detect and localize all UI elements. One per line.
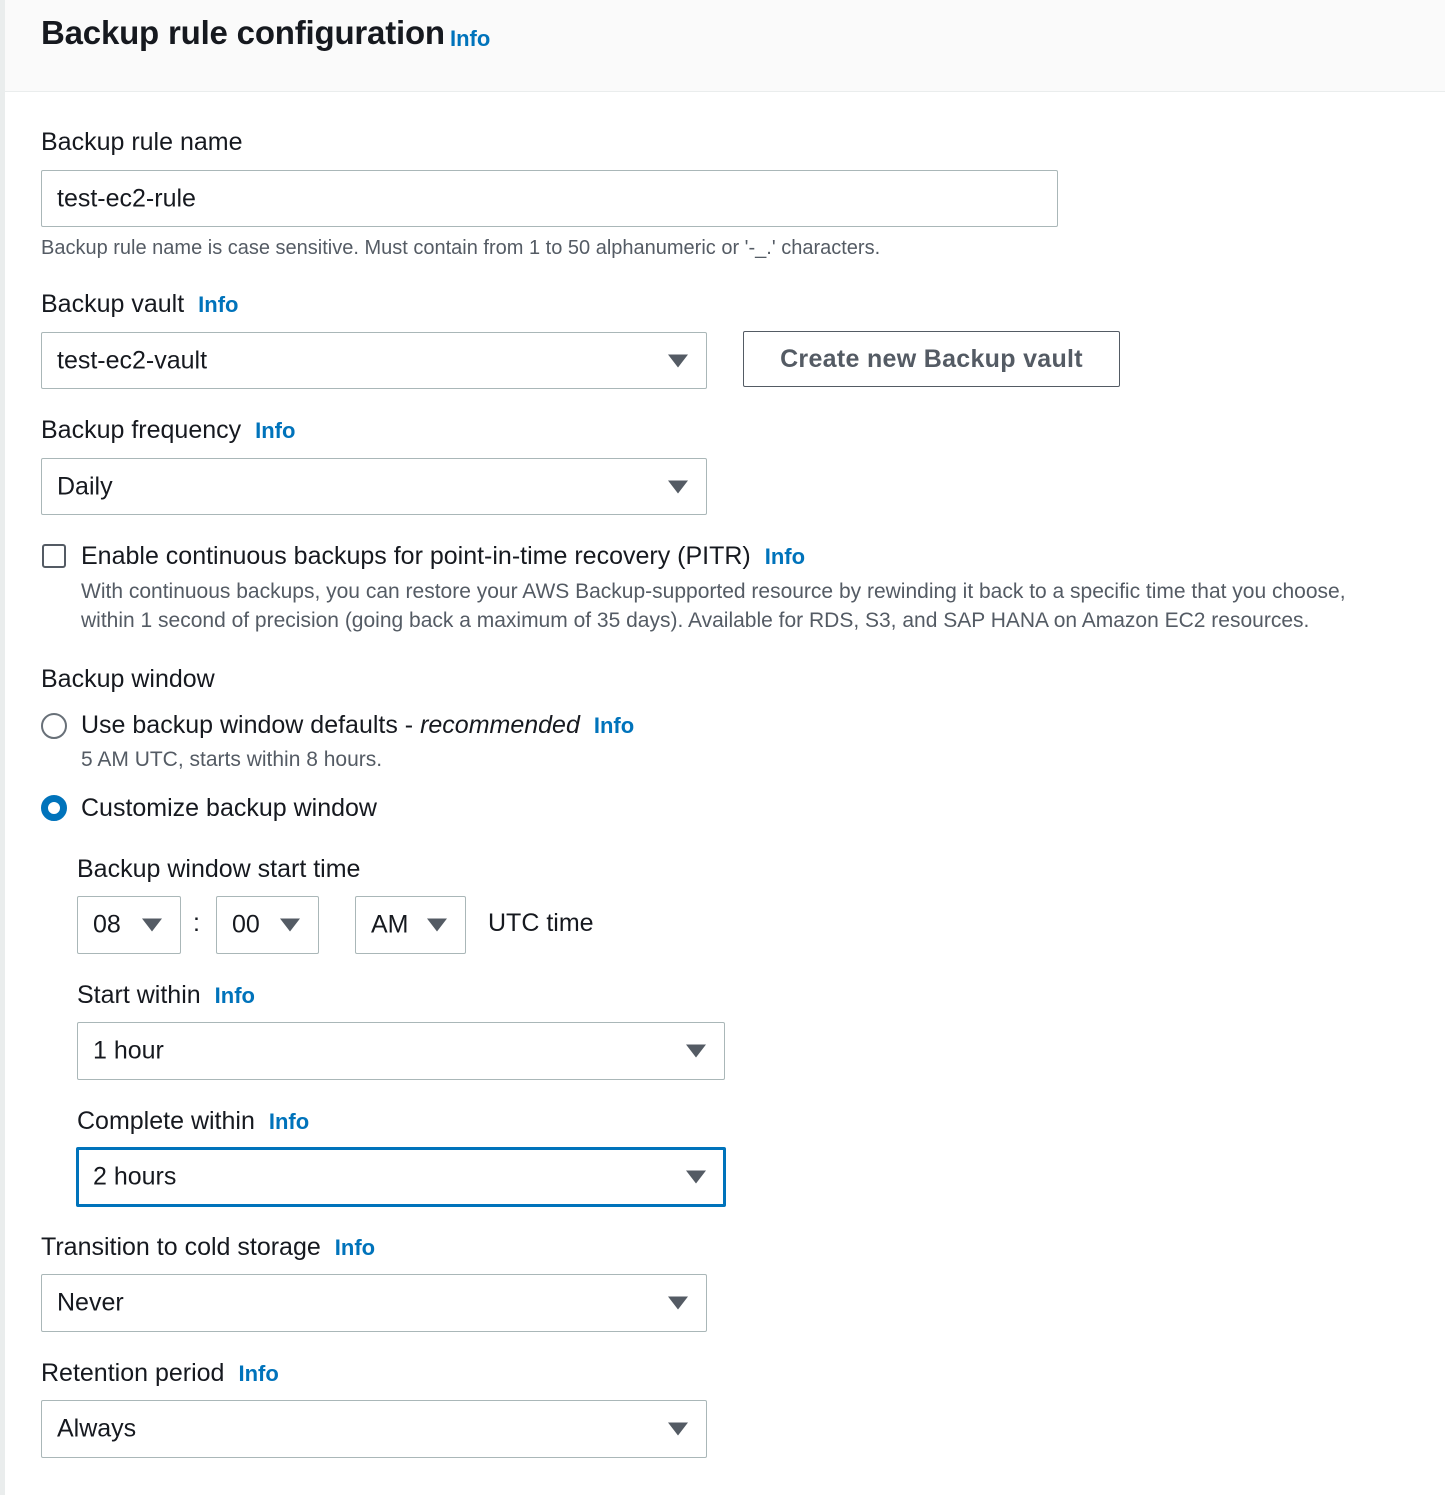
utc-time-label: UTC time	[488, 909, 594, 937]
start-within-value: 1 hour	[93, 1036, 164, 1065]
pitr-label[interactable]	[81, 542, 805, 571]
vault-info-link[interactable]: Info	[198, 292, 239, 317]
complete-within-select[interactable]	[76, 1147, 726, 1207]
frequency-select-value: Daily	[57, 472, 113, 500]
start-within-label-text: Start within	[77, 981, 201, 1009]
panel-left-border	[0, 0, 5, 1495]
header-info-link[interactable]: Info	[450, 26, 491, 51]
retention-value: Always	[57, 1414, 137, 1443]
start-within-label	[77, 981, 255, 1010]
ampm-select[interactable]	[355, 896, 466, 954]
panel-header	[5, 0, 1445, 92]
retention-label	[41, 1359, 279, 1388]
page-title: Backup rule configuration	[41, 14, 445, 51]
pitr-description-line: within 1 second of precision (going back a maximum of 35 days). Available for RDS, S3, and SAP HANA on Amazon EC2 resources.	[81, 609, 1310, 632]
vault-label	[41, 290, 238, 319]
pitr-info-link[interactable]: Info	[764, 544, 806, 569]
retention-select[interactable]	[41, 1400, 707, 1458]
minute-value: 00	[232, 910, 260, 939]
complete-within-label-text: Complete within	[77, 1107, 255, 1135]
caret-down-icon	[280, 919, 300, 932]
cold-storage-label	[41, 1233, 375, 1262]
frequency-select[interactable]	[41, 458, 707, 515]
pitr-label-text: Enable continuous backups for point-in-time recovery (PITR)	[81, 542, 751, 570]
rule-name-hint: Backup rule name is case sensitive. Must contain from 1 to 50 alphanumeric or '-_.' characters.	[41, 237, 881, 259]
rule-name-input[interactable]	[41, 170, 1058, 227]
pitr-description-line: With continuous backups, you can restore your AWS Backup-supported resource by rewinding it back to a specific time that you choose,	[81, 580, 1346, 603]
create-vault-button[interactable]: Create new Backup vault	[743, 331, 1120, 387]
time-separator: :	[193, 909, 200, 937]
custom-window-label[interactable]: Customize backup window	[81, 794, 377, 822]
default-window-radio[interactable]	[41, 713, 67, 739]
retention-label-text: Retention period	[41, 1359, 225, 1387]
cold-storage-label-text: Transition to cold storage	[41, 1233, 321, 1261]
vault-select[interactable]	[41, 332, 707, 389]
cold-storage-select[interactable]	[41, 1274, 707, 1332]
caret-down-icon	[427, 919, 447, 932]
ampm-value: AM	[371, 910, 409, 939]
rule-name-label-text: Backup rule name	[41, 128, 243, 156]
caret-down-icon	[668, 480, 688, 493]
complete-within-value: 2 hours	[93, 1162, 177, 1191]
cold-storage-info-link[interactable]: Info	[334, 1235, 376, 1260]
hour-select[interactable]	[77, 896, 181, 954]
default-window-detail: 5 AM UTC, starts within 8 hours.	[81, 748, 383, 771]
hour-value: 08	[93, 910, 121, 939]
caret-down-icon	[668, 1423, 688, 1436]
caret-down-icon	[686, 1171, 706, 1184]
vault-label-text: Backup vault	[41, 290, 185, 318]
rule-name-label	[41, 128, 243, 157]
rule-name-value: test-ec2-rule	[57, 184, 196, 212]
default-window-label[interactable]	[81, 711, 634, 740]
default-window-label-text: Use backup window defaults -	[81, 711, 421, 739]
start-time-label: Backup window start time	[77, 855, 361, 883]
complete-within-label	[77, 1107, 309, 1136]
default-window-info-link[interactable]: Info	[593, 713, 635, 738]
pitr-description	[81, 577, 1346, 635]
retention-info-link[interactable]: Info	[238, 1361, 279, 1386]
complete-within-info-link[interactable]: Info	[268, 1109, 310, 1134]
caret-down-icon	[668, 354, 688, 367]
window-label: Backup window	[41, 665, 215, 693]
custom-window-radio[interactable]	[41, 795, 67, 821]
caret-down-icon	[668, 1297, 688, 1310]
cold-storage-value: Never	[57, 1288, 124, 1317]
vault-select-value: test-ec2-vault	[57, 346, 208, 374]
pitr-checkbox[interactable]	[42, 544, 66, 568]
minute-select[interactable]	[216, 896, 319, 954]
start-within-select[interactable]	[77, 1022, 725, 1080]
caret-down-icon	[142, 919, 162, 932]
start-within-info-link[interactable]: Info	[214, 983, 255, 1008]
caret-down-icon	[686, 1045, 706, 1058]
frequency-info-link[interactable]: Info	[255, 418, 296, 443]
frequency-label-text: Backup frequency	[41, 416, 242, 444]
frequency-label	[41, 416, 295, 445]
recommended-emphasis: recommended	[420, 711, 580, 739]
